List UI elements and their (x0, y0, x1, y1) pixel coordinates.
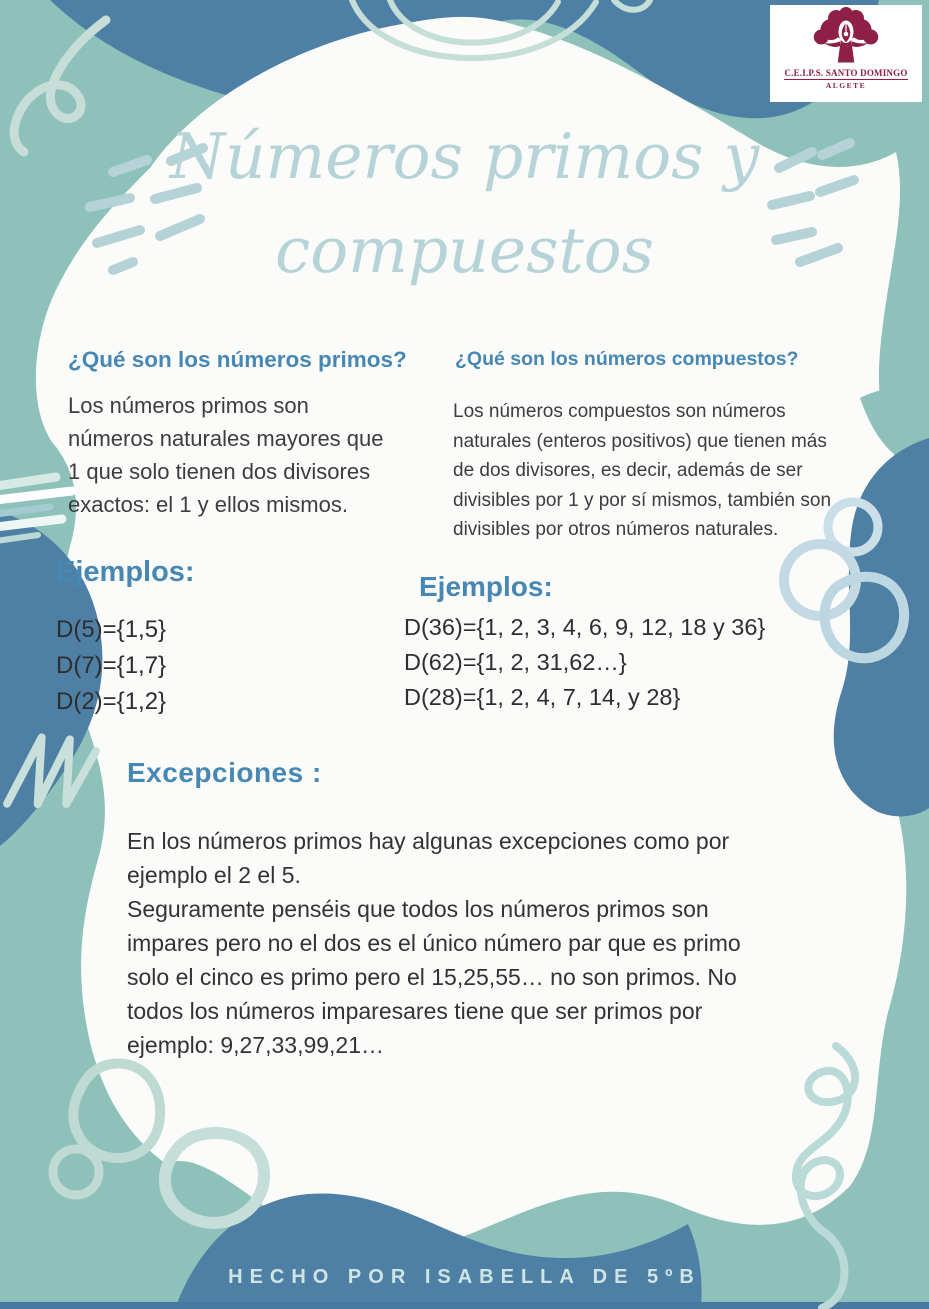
school-name: C.E.I.P.S. SANTO DOMINGO (784, 68, 908, 78)
composites-definition: Los números compuestos son números naturales (enteros positivos) que tienen más de dos divisores, es decir, además de ser divisibles por 1 y por sí mismos, también son divisibles por otros números naturales. (453, 401, 832, 540)
example-item: D(7)={1,7} (56, 652, 167, 679)
examples-primes-list (56, 612, 166, 720)
poster-title-line1: Números primos y (169, 120, 760, 193)
bottom-strip (0, 1302, 929, 1309)
exceptions-heading: Excepciones : (127, 757, 322, 788)
composites-heading: ¿Qué son los números compuestos? (455, 348, 799, 370)
exceptions-paragraph: En los números primos hay algunas excepciones como por ejemplo el 2 el 5. Seguramente penséis que todos los números primos son impares pero no el dos es el único número par que es primo solo el cinco es primo pero el 15,25,55… no son primos. No todos los números imparesares tiene que ser primos por ejemplo: 9,27,33,99,21… (127, 828, 741, 1058)
example-item: D(2)={1,2} (56, 688, 167, 715)
primes-definition: Los números primos son números naturales mayores que 1 que solo tienen dos divisores exactos: el 1 y ellos mismos. (68, 393, 384, 517)
footer-credit: HECHO POR ISABELLA DE 5ºB (228, 1266, 701, 1288)
examples-composites-list (404, 610, 765, 715)
primes-heading: ¿Qué son los números primos? (68, 347, 407, 372)
school-logo-tree-icon (790, 7, 902, 67)
example-item: D(28)={1, 2, 4, 7, 14, y 28} (404, 684, 681, 710)
examples-composites-heading: Ejemplos: (419, 571, 553, 602)
poster-title (0, 110, 929, 298)
example-item: D(5)={1,5} (56, 616, 167, 643)
school-location: ALGETE (825, 81, 867, 90)
example-item: D(62)={1, 2, 31,62…} (404, 649, 627, 675)
example-item: D(36)={1, 2, 3, 4, 6, 9, 12, 18 y 36} (404, 614, 766, 640)
poster-title-line2: compuestos (274, 214, 655, 287)
examples-primes-heading: Ejemplos: (56, 556, 195, 588)
school-logo (770, 5, 922, 102)
